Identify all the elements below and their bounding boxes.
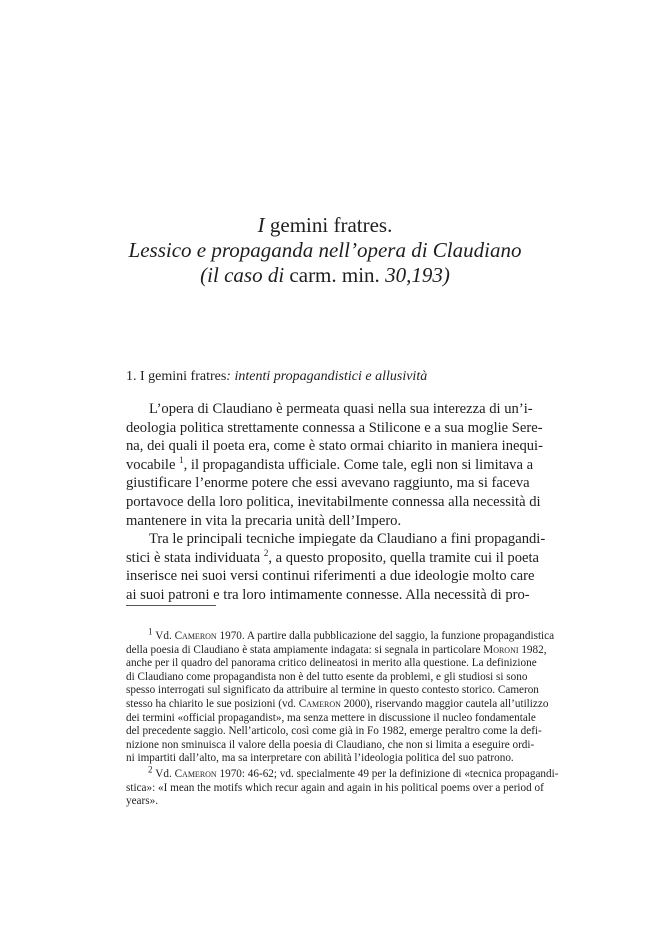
title-line-3: (il caso di carm. min. 30,193) [200,263,450,287]
footnote-separator [126,605,216,606]
body-line: Tra le principali tecniche impiegate da Claudiano a fini propagandi- [149,531,546,548]
footnote-2-line: stica»: «I mean the motifs which recur again and again in his political poems over a period of [126,781,544,794]
footnote-1-line: del precedente saggio. Nell’articolo, così come già in Fo 1982, emerge peraltro come la defi- [126,725,542,738]
footnote-2-line: $^2$ Vd. Cameron 1970: 46-62; vd. specialmente 49 per la definizione di «tecnica propagandi- [148,764,559,780]
footnote-1-line: ni impartiti dall’alto, ma sa interpretare con abilità l’ideologia politica del suo patrono. [126,752,514,765]
footnote-1-line: dei termini «official propagandist», ma senza mettere in discussione il nucleo fondamentale [126,711,536,724]
footnote-2-line: years». [126,795,158,808]
footnote-number-1: 1 [148,626,153,637]
footnote-1-line: di Claudiano come propagandista non è del tutto esente da problemi, e gli studiosi si sono [126,670,528,683]
body-line: L’opera di Claudiano è permeata quasi nella sua interezza di un’i- [149,401,533,417]
footnote-1-line: spesso interrogati sul significato da attribuire al termine in questo contesto storico. Cameron [126,684,539,697]
body-line: mantenere in vita la precaria unità dell’Impero. [126,512,402,529]
footnote-1-line: anche per il quadro del panorama critico delineatosi in merito alla questione. La definizione [126,657,537,670]
body-line: na, dei quali il poeta era, come è stato ormai chiarito in maniera inequi- [126,438,543,455]
body-line: deologia politica strettamente connessa a Stilicone e a sua moglie Sere- [126,419,543,436]
footnote-number-2: 2 [148,764,153,775]
body-text [126,400,546,605]
article-title [0,213,650,288]
body-line: giustificare l’enorme potere che essi avevano raggiunto, ma si faceva [126,475,530,492]
footnote-1-line: della poesia di Claudiano è stata ampiamente indagata: si segnala in particolare Moroni 1982, [126,643,547,656]
footnote-ref-2[interactable]: 2 [263,547,269,558]
title-line-1: I gemini fratres. [257,213,393,237]
body-line: vocabile $^1$, il propagandista ufficiale. Come tale, egli non si limitava a [126,454,534,473]
title-line-2: Lessico e propaganda nell’opera di Claudiano [128,238,522,262]
body-line: ai suoi patroni e tra loro intimamente connesse. Alla necessità di pro- [126,586,530,603]
section-heading: 1. I gemini fratres: intenti propagandistici e allusività [126,369,428,384]
footnote-1-line: nizione non sminuisca il valore della poesia di Claudiano, che non si limita a eseguire ordi- [126,738,535,751]
footnote-ref-1[interactable]: 1 [179,454,184,465]
footnote-1-line: $^1$ Vd. Cameron 1970. A partire dalla pubblicazione del saggio, la funzione propagandistica [148,626,555,642]
footnotes [126,626,559,809]
body-line: inserisce nei suoi versi continui riferimenti a due ideologie molto care [126,568,535,585]
footnote-1-line: stesso ha chiarito le sue posizioni (vd. Cameron 2000), riservando maggior cautela all’utilizzo [126,697,549,710]
body-line: portavoce della loro politica, inevitabilmente connessa alla necessità di [126,493,541,510]
body-line: stici è stata individuata $^2$, a questo proposito, quella tramite cui il poeta [126,547,540,566]
